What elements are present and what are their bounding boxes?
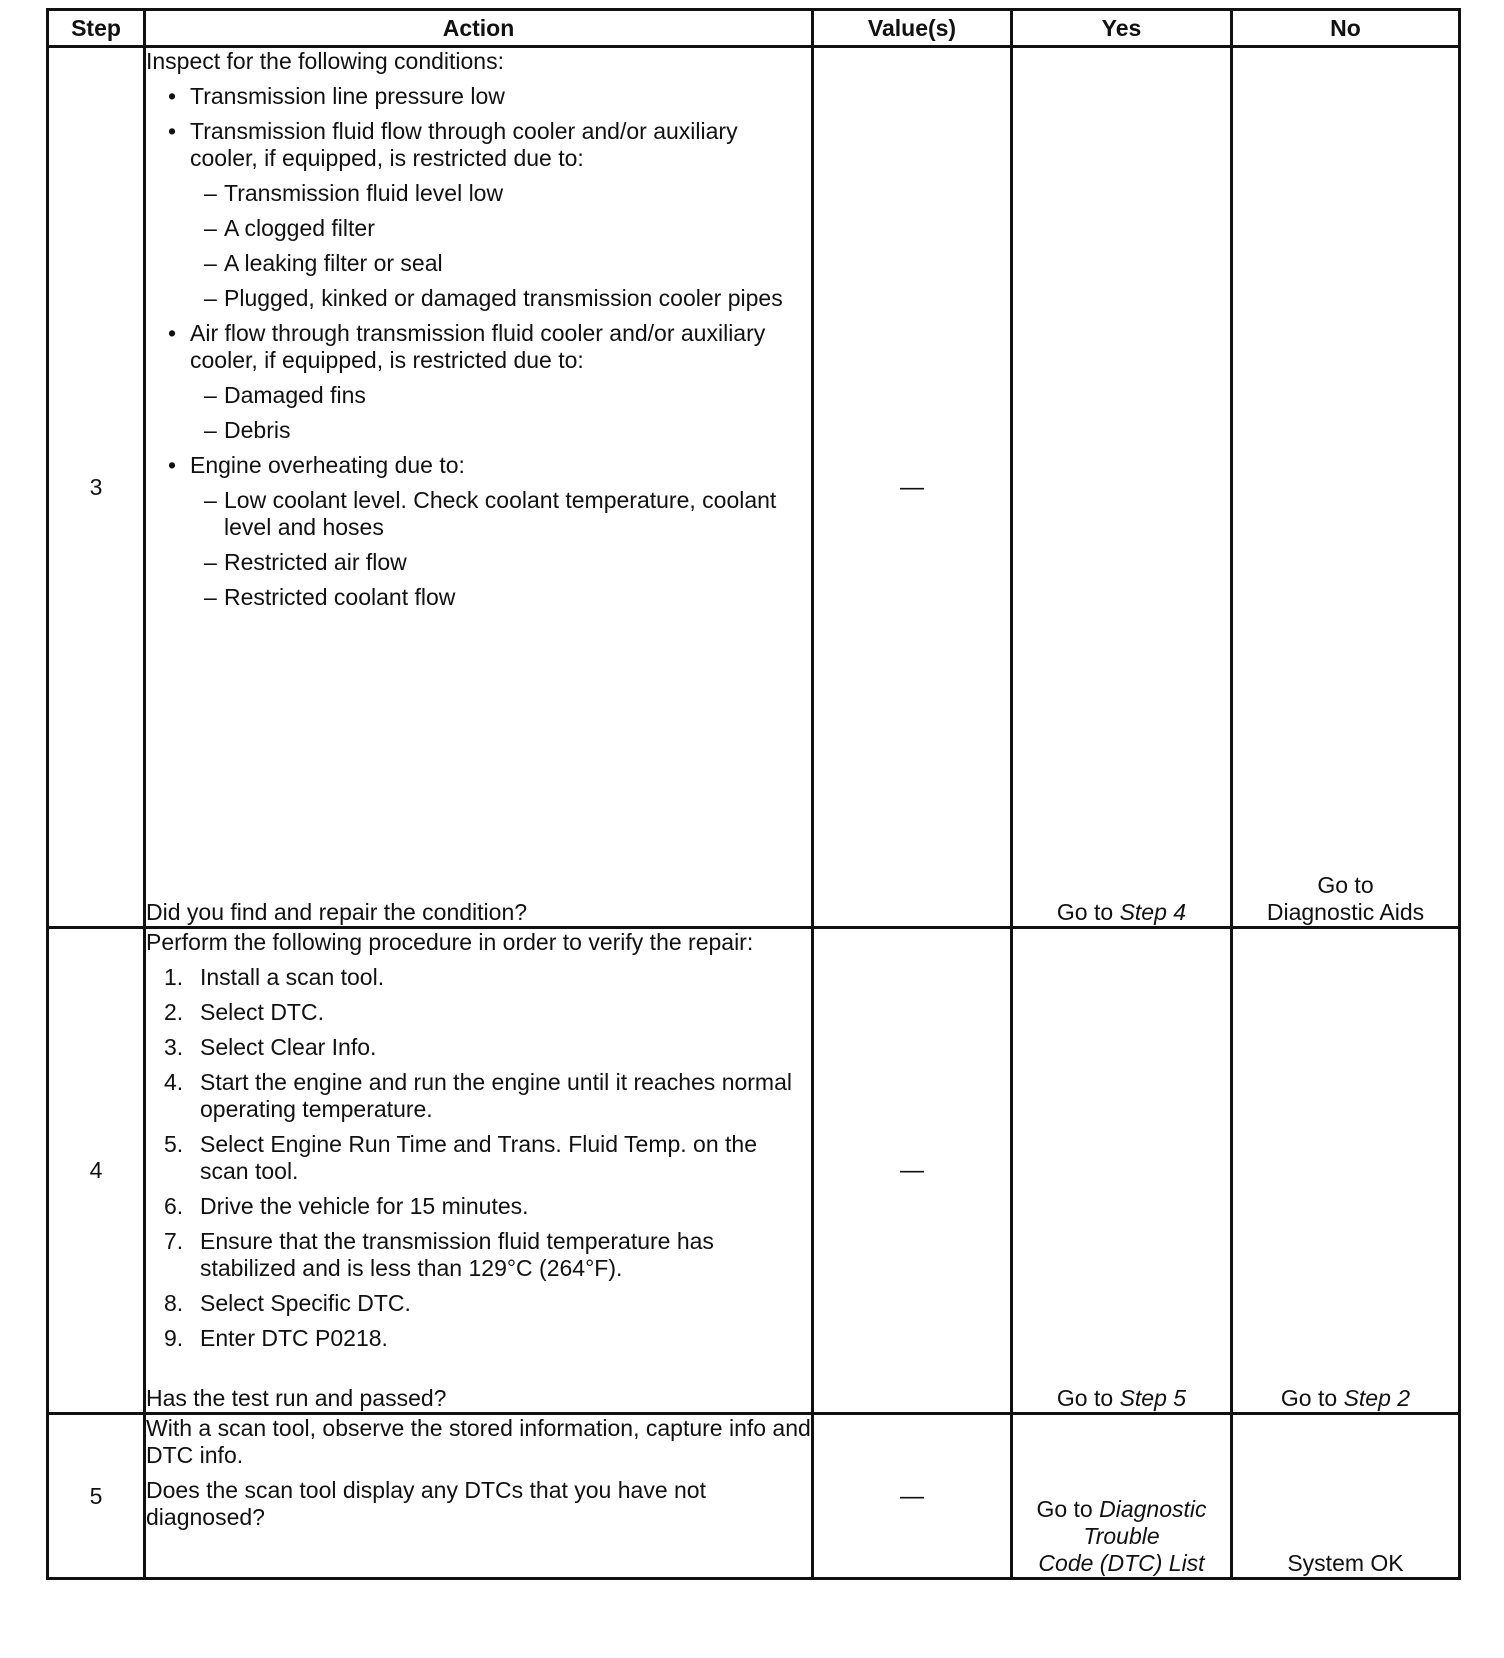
action-intro: Inspect for the following conditions: [146, 48, 504, 74]
dash-icon: – [204, 180, 217, 206]
item-number: 9. [164, 1325, 184, 1351]
table-row-step-3 [48, 47, 1460, 928]
table-row-step-5 [48, 1414, 1460, 1579]
dash-icon: – [204, 250, 217, 276]
numbered-item: 7. Ensure that the transmission fluid temperature has stabilized and is less than 129°C (264°F). [164, 1228, 714, 1281]
yes-prefix: Go to [1056, 899, 1114, 925]
dash-icon: – [204, 285, 217, 311]
action-intro: Perform the following procedure in order to verify the repair: [146, 929, 754, 955]
dash-icon: – [204, 487, 217, 513]
step-number: 5 [48, 1414, 145, 1579]
item-number: 6. [164, 1193, 184, 1219]
bullet-icon: • [168, 452, 177, 478]
yes-prefix: Go to [1056, 1385, 1114, 1411]
bullet-icon: • [168, 118, 177, 144]
numbered-item: 3. Select Clear Info. [164, 1034, 377, 1060]
numbered-item: 6. Drive the vehicle for 15 minutes. [164, 1193, 529, 1219]
action-cell [145, 928, 813, 1414]
yes-prefix: Go to [1036, 1496, 1093, 1522]
action-question: Does the scan tool display any DTCs that you have not diagnosed? [146, 1477, 706, 1530]
bullet-item: • Transmission fluid flow through cooler and/or auxiliary cooler, if equipped, is restricted due to: [168, 118, 738, 171]
action-intro: With a scan tool, observe the stored information, capture info and DTC info. [146, 1415, 811, 1468]
yes-cell [1012, 47, 1232, 928]
action-body [146, 929, 811, 1360]
numbered-item: 8. Select Specific DTC. [164, 1290, 411, 1316]
header-step: Step [48, 10, 145, 47]
bullet-icon: • [168, 83, 177, 109]
action-body [146, 48, 811, 619]
dash-icon: – [204, 549, 217, 575]
dash-item: – Restricted air flow [204, 549, 407, 575]
bullet-item: • Transmission line pressure low [168, 83, 505, 109]
bullet-icon: • [168, 320, 177, 346]
header-values: Value(s) [813, 10, 1012, 47]
value-cell: — [813, 928, 1012, 1414]
dash-item: – Low coolant level. Check coolant temperature, coolant level and hoses [204, 487, 777, 540]
dash-item: – Plugged, kinked or damaged transmission cooler pipes [204, 285, 783, 311]
dash-item: – Restricted coolant flow [204, 584, 456, 610]
item-number: 4. [164, 1069, 184, 1095]
dash-item: – A leaking filter or seal [204, 250, 443, 276]
bullet-item: • Air flow through transmission fluid cooler and/or auxiliary cooler, if equipped, is restricted due to: [168, 320, 766, 373]
dash-item: – Transmission fluid level low [204, 180, 504, 206]
no-system-ok: System OK [1287, 1550, 1404, 1576]
item-number: 8. [164, 1290, 184, 1316]
yes-cell [1012, 928, 1232, 1414]
dash-icon: – [204, 417, 217, 443]
no-cell [1232, 47, 1460, 928]
value-cell: — [813, 1414, 1012, 1579]
step-number: 3 [48, 47, 145, 928]
action-cell [145, 1414, 813, 1579]
value-cell: — [813, 47, 1012, 928]
numbered-item: 4. Start the engine and run the engine until it reaches normal operating temperature. [164, 1069, 792, 1122]
item-number: 1. [164, 964, 184, 990]
dash-item: – Debris [204, 417, 291, 443]
numbered-item: 5. Select Engine Run Time and Trans. Fluid Temp. on the scan tool. [164, 1131, 757, 1184]
dash-icon: – [204, 584, 217, 610]
table-row-step-4 [48, 928, 1460, 1414]
dash-item: – A clogged filter [204, 215, 375, 241]
numbered-item: 1. Install a scan tool. [164, 964, 385, 990]
no-cell [1232, 928, 1460, 1414]
no-cell [1232, 1414, 1460, 1579]
dash-icon: – [204, 382, 217, 408]
item-number: 7. [164, 1228, 184, 1254]
action-question: Has the test run and passed? [146, 1385, 447, 1411]
yes-link-dtc-list[interactable]: Trouble [1083, 1523, 1160, 1549]
step-number: 4 [48, 928, 145, 1414]
item-number: 5. [164, 1131, 184, 1157]
header-row [48, 10, 1460, 47]
bullet-item: • Engine overheating due to: [168, 452, 465, 478]
yes-cell [1012, 1414, 1232, 1579]
numbered-item: 9. Enter DTC P0218. [164, 1325, 388, 1351]
yes-link-step-5[interactable]: Step 5 [1119, 1385, 1187, 1411]
yes-link-dtc-list[interactable]: Diagnostic [1099, 1496, 1207, 1522]
header-no: No [1232, 10, 1460, 47]
no-prefix: Go to [1317, 872, 1374, 898]
dash-item: – Damaged fins [204, 382, 366, 408]
diagnostic-table [46, 8, 1461, 1580]
header-yes: Yes [1012, 10, 1232, 47]
dash-icon: – [204, 215, 217, 241]
no-link-diagnostic-aids[interactable]: Diagnostic Aids [1266, 899, 1425, 925]
action-question: Did you find and repair the condition? [146, 899, 528, 925]
yes-link-dtc-list[interactable]: Code (DTC) List [1038, 1550, 1205, 1576]
item-number: 3. [164, 1034, 184, 1060]
item-number: 2. [164, 999, 184, 1025]
no-prefix: Go to [1280, 1385, 1338, 1411]
yes-link-step-4[interactable]: Step 4 [1119, 899, 1187, 925]
no-link-step-2[interactable]: Step 2 [1343, 1385, 1411, 1411]
numbered-item: 2. Select DTC. [164, 999, 324, 1025]
header-action: Action [145, 10, 813, 47]
action-cell [145, 47, 813, 928]
